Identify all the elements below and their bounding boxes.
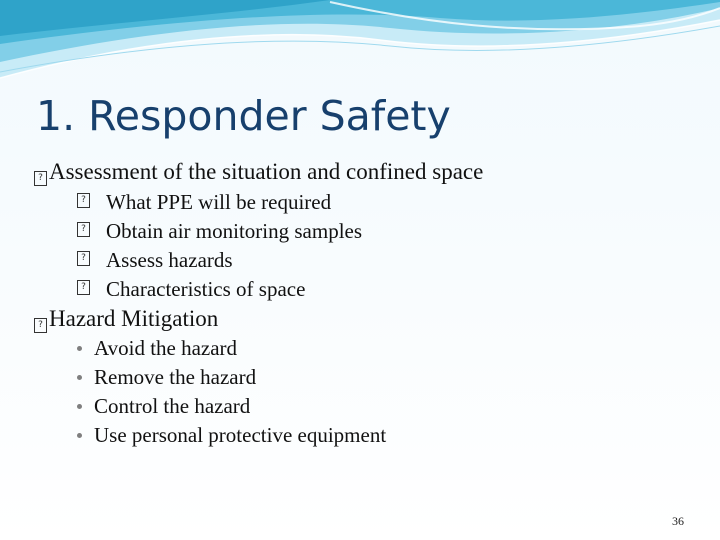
missing-glyph-box-icon: ? [77,193,90,208]
bullet-dot-icon [77,375,82,380]
missing-glyph-box-icon: ? [77,251,90,266]
list-item: Use personal protective equipment [94,423,387,447]
list-item: Characteristics of space [106,277,306,301]
missing-glyph-box-icon: ? [34,171,47,186]
missing-glyph-box-icon: ? [77,280,90,295]
section-heading-mitigation [34,305,218,333]
list-item: Remove the hazard [94,365,257,389]
section-heading-text: Assessment of the situation and confined space [49,159,484,184]
section-heading-text: Hazard Mitigation [49,306,219,331]
section-heading-assessment [34,158,483,186]
list-item: Assess hazards [106,248,233,272]
list-item: Avoid the hazard [94,336,238,360]
list-item: Obtain air monitoring samples [106,219,363,243]
missing-glyph-box-icon: ? [34,318,47,333]
list-item: Control the hazard [94,394,251,418]
bullet-dot-icon [77,404,82,409]
list-item: What PPE will be required [106,190,332,214]
page-number: 36 [672,514,684,528]
missing-glyph-box-icon: ? [77,222,90,237]
bullet-dot-icon [77,346,82,351]
slide-title: 1. Responder Safety [36,92,451,140]
bullet-dot-icon [77,433,82,438]
